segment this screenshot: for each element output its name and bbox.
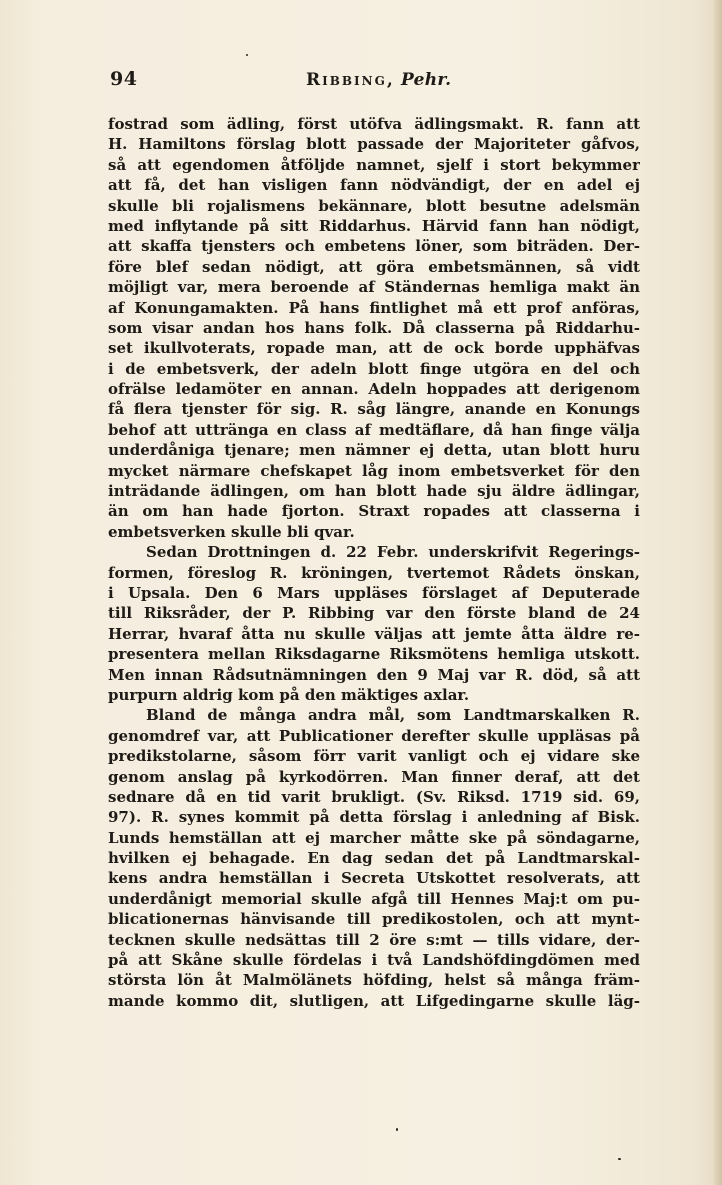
text-line: skulle bli rojalismens bekännare, blott besutne adelsmän	[108, 196, 640, 215]
running-head-given-name: Pehr.	[401, 70, 452, 90]
text-line: på att Skåne skulle fördelas i två Landshöfdingdömen med	[108, 951, 640, 970]
ink-speck	[618, 1158, 621, 1160]
text-line: H. Hamiltons förslag blott passade der Majoriteter gåfvos,	[108, 135, 640, 154]
text-line: att få, det han visligen fann nödvändigt, der en adel ej	[108, 176, 640, 195]
text-line: embetsverken skulle bli qvar.	[108, 522, 355, 541]
text-line: af Konungamakten. På hans fintlighet må ett prof anföras,	[108, 298, 640, 317]
text-line: i de embetsverk, der adeln blott finge utgöra en del och	[108, 359, 640, 378]
page-number: 94	[110, 68, 138, 90]
text-line: möjligt var, mera beroende af Ständernas hemliga makt än	[108, 278, 640, 297]
text-line: mycket närmare chefskapet låg inom embetsverket för den	[108, 461, 640, 480]
text-line: underdåniga tjenare; men nämner ej detta, utan blott huru	[108, 441, 640, 460]
text-line: purpurn aldrig kom på den mäktiges axlar.	[108, 685, 470, 704]
page-edge	[714, 0, 722, 1185]
text-line: Herrar, hvaraf åtta nu skulle väljas att jemte åtta äldre re-	[108, 624, 640, 643]
text-line: 97). R. synes kommit på detta förslag i anledning af Bisk.	[108, 808, 640, 827]
text-line: kens andra hemställan i Secreta Utskottet resolverats, att	[108, 869, 640, 888]
running-head-surname: Ribbing,	[306, 70, 395, 90]
text-line: set ikullvoterats, ropade man, att de ock borde upphäfvas	[108, 339, 640, 358]
text-line: predikstolarne, såsom förr varit vanligt och ej vidare ske	[108, 747, 640, 766]
text-line: till Riksråder, der P. Ribbing var den förste bland de 24	[108, 604, 640, 623]
text-line: fostrad som ädling, först utöfva ädlingsmakt. R. fann att	[108, 115, 640, 133]
body-text	[108, 114, 640, 1011]
text-line: mande kommo dit, slutligen, att Lifgedingarne skulle läg-	[108, 991, 640, 1010]
text-line: behof att uttränga en class af medtäflare, då han finge välja	[108, 420, 640, 439]
text-line: presentera mellan Riksdagarne Riksmötens hemliga utskott.	[108, 645, 640, 664]
text-line: få flera tjenster för sig. R. såg längre, anande en Konungs	[108, 400, 640, 419]
text-line: inträdande ädlingen, om han blott hade sju äldre ädlingar,	[108, 482, 640, 501]
text-line: tecknen skulle nedsättas till 2 öre s:mt — tills vidare, der-	[108, 930, 640, 949]
text-line: sednare då en tid varit brukligt. (Sv. Riksd. 1719 sid. 69,	[108, 787, 640, 806]
text-line: så att egendomen åtföljde namnet, sjelf i stort bekymmer	[108, 155, 640, 174]
text-line: ofrälse ledamöter en annan. Adeln hoppades att derigenom	[108, 380, 640, 399]
text-line: i Upsala. Den 6 Mars uppläses förslaget af Deputerade	[108, 583, 640, 602]
paragraph-start: Bland de många andra mål, som Landtmarskalken R.	[146, 706, 640, 725]
text-line: Lunds hemställan att ej marcher måtte ske på söndagarne,	[108, 828, 640, 847]
text-line: med inflytande på sitt Riddarhus. Härvid fann han nödigt,	[108, 216, 640, 235]
text-line: genom anslag på kyrkodörren. Man finner deraf, att det	[108, 767, 640, 786]
ink-speck	[396, 1128, 398, 1131]
text-line: som visar andan hos hans folk. Då classerna på Riddarhu-	[108, 318, 640, 337]
text-line: än om han hade fjorton. Straxt ropades att classerna i	[108, 502, 640, 521]
text-line: blicationernas hänvisande till predikostolen, och att mynt-	[108, 910, 640, 929]
text-line: att skaffa tjensters och embetens löner, som biträden. Der-	[108, 237, 640, 256]
running-head	[306, 70, 451, 90]
text-line: före blef sedan nödigt, att göra embetsmännen, så vidt	[108, 257, 640, 276]
text-line: största lön åt Malmölänets höfding, helst så många främ-	[108, 971, 640, 990]
paragraph-start: Sedan Drottningen d. 22 Febr. underskrifvit Regerings-	[146, 543, 640, 562]
page-header	[110, 64, 630, 98]
ink-speck	[246, 54, 248, 56]
text-line: Men innan Rådsutnämningen den 9 Maj var R. död, så att	[108, 665, 640, 684]
text-line: hvilken ej behagade. En dag sedan det på Landtmarskal-	[108, 849, 640, 868]
text-line: underdånigt memorial skulle afgå till Hennes Maj:t om pu-	[108, 889, 640, 908]
text-line: formen, föreslog R. kröningen, tvertemot Rådets önskan,	[108, 563, 640, 582]
text-line: genomdref var, att Publicationer derefter skulle uppläsas på	[108, 726, 640, 745]
